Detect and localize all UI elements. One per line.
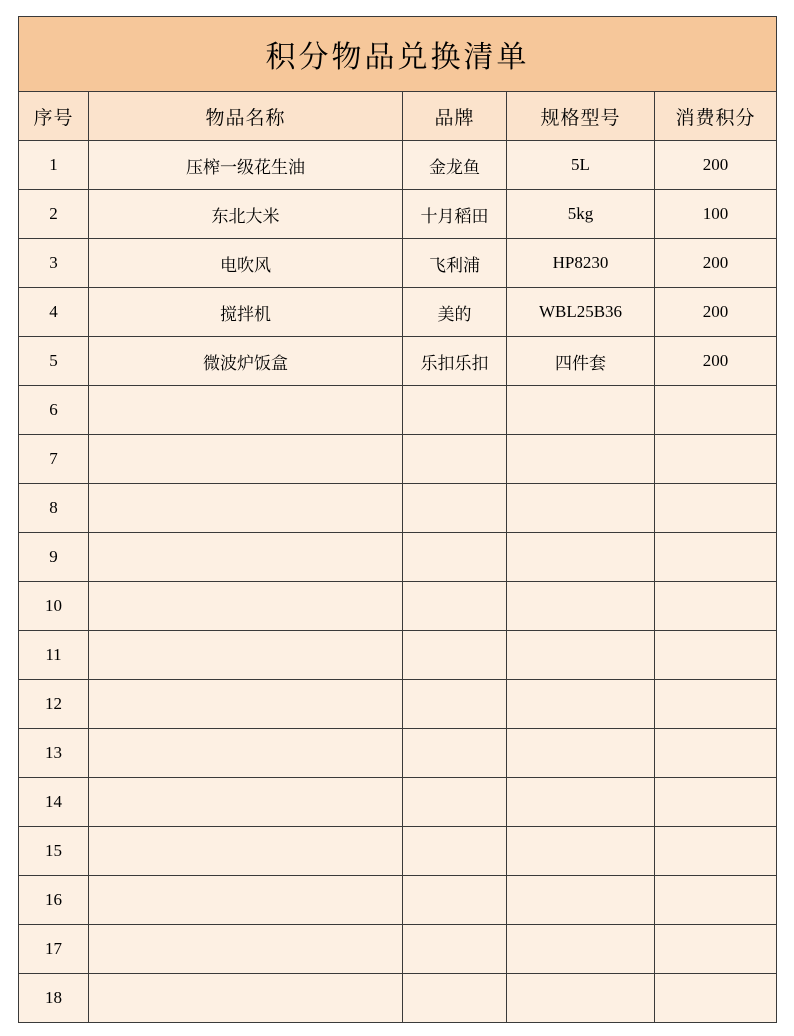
cell-brand: 飞利浦	[403, 239, 507, 288]
cell-brand	[403, 778, 507, 827]
cell-spec	[507, 435, 655, 484]
table-row	[19, 141, 777, 190]
cell-spec: 四件套	[507, 337, 655, 386]
cell-index: 4	[19, 288, 89, 337]
points-exchange-table	[18, 16, 777, 1023]
cell-index: 14	[19, 778, 89, 827]
cell-name	[89, 533, 403, 582]
cell-index: 1	[19, 141, 89, 190]
cell-index: 9	[19, 533, 89, 582]
cell-name: 搅拌机	[89, 288, 403, 337]
table-row	[19, 778, 777, 827]
column-header-index: 序号	[19, 92, 89, 141]
table-header-row	[19, 92, 777, 141]
cell-brand	[403, 680, 507, 729]
cell-spec	[507, 974, 655, 1023]
cell-name	[89, 876, 403, 925]
cell-index: 16	[19, 876, 89, 925]
cell-spec	[507, 533, 655, 582]
cell-points	[655, 827, 777, 876]
cell-spec	[507, 680, 655, 729]
table-row	[19, 876, 777, 925]
cell-index: 11	[19, 631, 89, 680]
cell-points	[655, 925, 777, 974]
column-header-name: 物品名称	[89, 92, 403, 141]
cell-points	[655, 386, 777, 435]
cell-brand	[403, 925, 507, 974]
cell-spec	[507, 582, 655, 631]
cell-spec	[507, 827, 655, 876]
cell-brand	[403, 582, 507, 631]
table-row	[19, 337, 777, 386]
cell-points	[655, 435, 777, 484]
cell-name	[89, 582, 403, 631]
table-row	[19, 386, 777, 435]
column-header-brand: 品牌	[403, 92, 507, 141]
cell-index: 8	[19, 484, 89, 533]
cell-index: 7	[19, 435, 89, 484]
cell-index: 12	[19, 680, 89, 729]
cell-spec	[507, 386, 655, 435]
cell-brand	[403, 974, 507, 1023]
cell-brand	[403, 386, 507, 435]
cell-points	[655, 876, 777, 925]
cell-points	[655, 582, 777, 631]
table-row	[19, 533, 777, 582]
column-header-spec: 规格型号	[507, 92, 655, 141]
cell-points: 100	[655, 190, 777, 239]
table-row	[19, 288, 777, 337]
cell-brand: 十月稻田	[403, 190, 507, 239]
table-row	[19, 827, 777, 876]
cell-brand	[403, 876, 507, 925]
cell-index: 17	[19, 925, 89, 974]
table-row	[19, 190, 777, 239]
cell-spec: 5kg	[507, 190, 655, 239]
cell-points	[655, 484, 777, 533]
cell-index: 10	[19, 582, 89, 631]
cell-points	[655, 533, 777, 582]
cell-points	[655, 729, 777, 778]
cell-name	[89, 435, 403, 484]
cell-name	[89, 729, 403, 778]
cell-spec	[507, 484, 655, 533]
cell-spec	[507, 876, 655, 925]
table-row	[19, 631, 777, 680]
table-title-row	[19, 17, 777, 92]
cell-spec	[507, 631, 655, 680]
cell-name	[89, 827, 403, 876]
cell-spec: HP8230	[507, 239, 655, 288]
table-row	[19, 680, 777, 729]
table-row	[19, 925, 777, 974]
table-row	[19, 974, 777, 1023]
cell-points: 200	[655, 239, 777, 288]
table-row	[19, 484, 777, 533]
cell-points: 200	[655, 288, 777, 337]
cell-index: 2	[19, 190, 89, 239]
cell-name: 微波炉饭盒	[89, 337, 403, 386]
cell-name	[89, 484, 403, 533]
table-row	[19, 582, 777, 631]
cell-brand	[403, 484, 507, 533]
cell-index: 18	[19, 974, 89, 1023]
cell-spec: WBL25B36	[507, 288, 655, 337]
cell-points	[655, 680, 777, 729]
cell-name	[89, 631, 403, 680]
cell-index: 5	[19, 337, 89, 386]
cell-name	[89, 680, 403, 729]
page-title: 积分物品兑换清单	[19, 17, 777, 92]
cell-index: 3	[19, 239, 89, 288]
cell-brand	[403, 729, 507, 778]
cell-brand	[403, 631, 507, 680]
cell-name	[89, 778, 403, 827]
cell-spec	[507, 729, 655, 778]
cell-brand: 乐扣乐扣	[403, 337, 507, 386]
cell-name	[89, 386, 403, 435]
cell-points: 200	[655, 337, 777, 386]
cell-brand: 美的	[403, 288, 507, 337]
cell-spec	[507, 778, 655, 827]
cell-points	[655, 631, 777, 680]
cell-index: 15	[19, 827, 89, 876]
cell-points: 200	[655, 141, 777, 190]
cell-spec: 5L	[507, 141, 655, 190]
cell-brand	[403, 533, 507, 582]
cell-name	[89, 974, 403, 1023]
cell-name: 东北大米	[89, 190, 403, 239]
cell-points	[655, 778, 777, 827]
column-header-points: 消费积分	[655, 92, 777, 141]
cell-brand	[403, 827, 507, 876]
cell-spec	[507, 925, 655, 974]
cell-name: 电吹风	[89, 239, 403, 288]
table-row	[19, 239, 777, 288]
cell-name: 压榨一级花生油	[89, 141, 403, 190]
table-row	[19, 729, 777, 778]
cell-name	[89, 925, 403, 974]
cell-index: 13	[19, 729, 89, 778]
cell-brand: 金龙鱼	[403, 141, 507, 190]
cell-index: 6	[19, 386, 89, 435]
cell-brand	[403, 435, 507, 484]
cell-points	[655, 974, 777, 1023]
table-row	[19, 435, 777, 484]
